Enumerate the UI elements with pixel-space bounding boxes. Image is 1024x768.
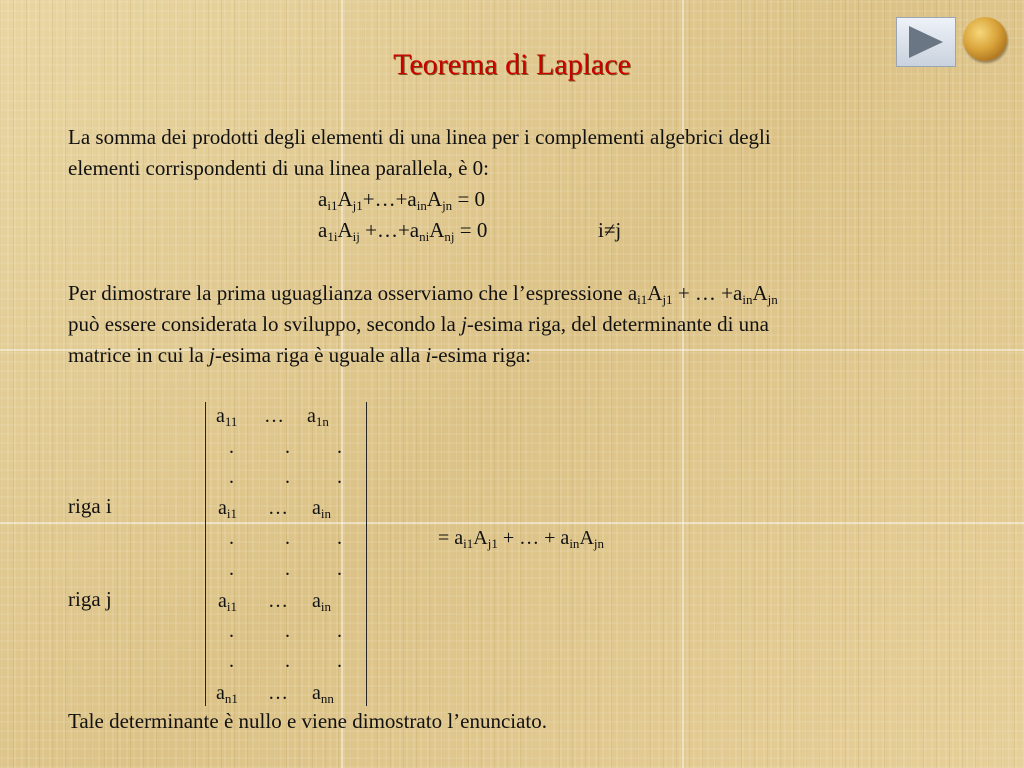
- matrix-ellipsis: …: [264, 405, 284, 427]
- para2-line-2: può essere considerata lo sviluppo, secondo la j-esima riga, del determinante di una: [68, 312, 769, 336]
- matrix-cell: $a_{nn}$: [312, 682, 334, 706]
- para2-line-1: Per dimostrare la prima uguaglianza osserviamo che l’espressione $a_{i1}A_{j1}$ + … $+a_{in}A_{jn}$: [68, 281, 778, 307]
- matrix-ellipsis: …: [268, 590, 288, 612]
- matrix-dot: .: [229, 527, 234, 549]
- formula-1: $a_{i1}A_{j1}+\dots+a_{in}A_{jn} = 0$: [318, 187, 486, 213]
- conclusion: Tale determinante è nullo e viene dimostrato l’enunciato.: [68, 709, 548, 733]
- matrix-dot: .: [285, 436, 290, 458]
- para2-line-3: matrice in cui la j-esima riga è uguale alla i-esima riga:: [68, 343, 531, 367]
- formula-2-condition: i≠j: [598, 218, 622, 242]
- matrix-dot: .: [229, 558, 234, 580]
- matrix-dot: .: [337, 466, 342, 488]
- determinant-left-bar: [205, 402, 206, 706]
- matrix-dot: .: [229, 466, 234, 488]
- row-i-label: riga i: [68, 494, 112, 518]
- matrix-cell: $a_{n1}$: [216, 682, 238, 706]
- intro-line-1: La somma dei prodotti degli elementi di una linea per i complementi algebrici degli: [68, 125, 771, 149]
- matrix-dot: .: [229, 650, 234, 672]
- formula-2: $a_{1i}A_{ij}$ $+\dots+a_{ni}A_{nj} = 0$: [318, 218, 488, 244]
- matrix-cell: $a_{in}$: [312, 590, 332, 614]
- intro-line-2: elementi corrispondenti di una linea parallela, è 0:: [68, 156, 490, 180]
- matrix-cell: $a_{in}$: [312, 497, 332, 521]
- matrix-cell: $a_{i1}$: [218, 497, 238, 521]
- tile-seam: [682, 0, 684, 768]
- matrix-dot: .: [229, 620, 234, 642]
- matrix-dot: .: [285, 620, 290, 642]
- determinant-result: = $a_{i1}A_{j1}$ + … + $a_{in}A_{jn}$: [438, 527, 605, 551]
- matrix-dot: .: [337, 436, 342, 458]
- matrix-dot: .: [285, 527, 290, 549]
- matrix-cell: $a_{i1}$: [218, 590, 238, 614]
- matrix-dot: .: [337, 558, 342, 580]
- page-title: Teorema di Laplace: [393, 48, 631, 81]
- matrix-ellipsis: …: [268, 497, 288, 519]
- matrix-dot: .: [229, 436, 234, 458]
- matrix-dot: .: [285, 558, 290, 580]
- tile-seam: [0, 522, 1024, 524]
- determinant-right-bar: [366, 402, 367, 706]
- row-j-label: riga j: [68, 587, 112, 611]
- matrix-dot: .: [285, 650, 290, 672]
- matrix-ellipsis: …: [268, 682, 288, 704]
- matrix-dot: .: [337, 650, 342, 672]
- matrix-cell: $a_{11}$: [216, 405, 238, 429]
- matrix-dot: .: [337, 620, 342, 642]
- matrix-cell: $a_{1n}$: [307, 405, 329, 429]
- matrix-dot: .: [285, 466, 290, 488]
- matrix-dot: .: [337, 527, 342, 549]
